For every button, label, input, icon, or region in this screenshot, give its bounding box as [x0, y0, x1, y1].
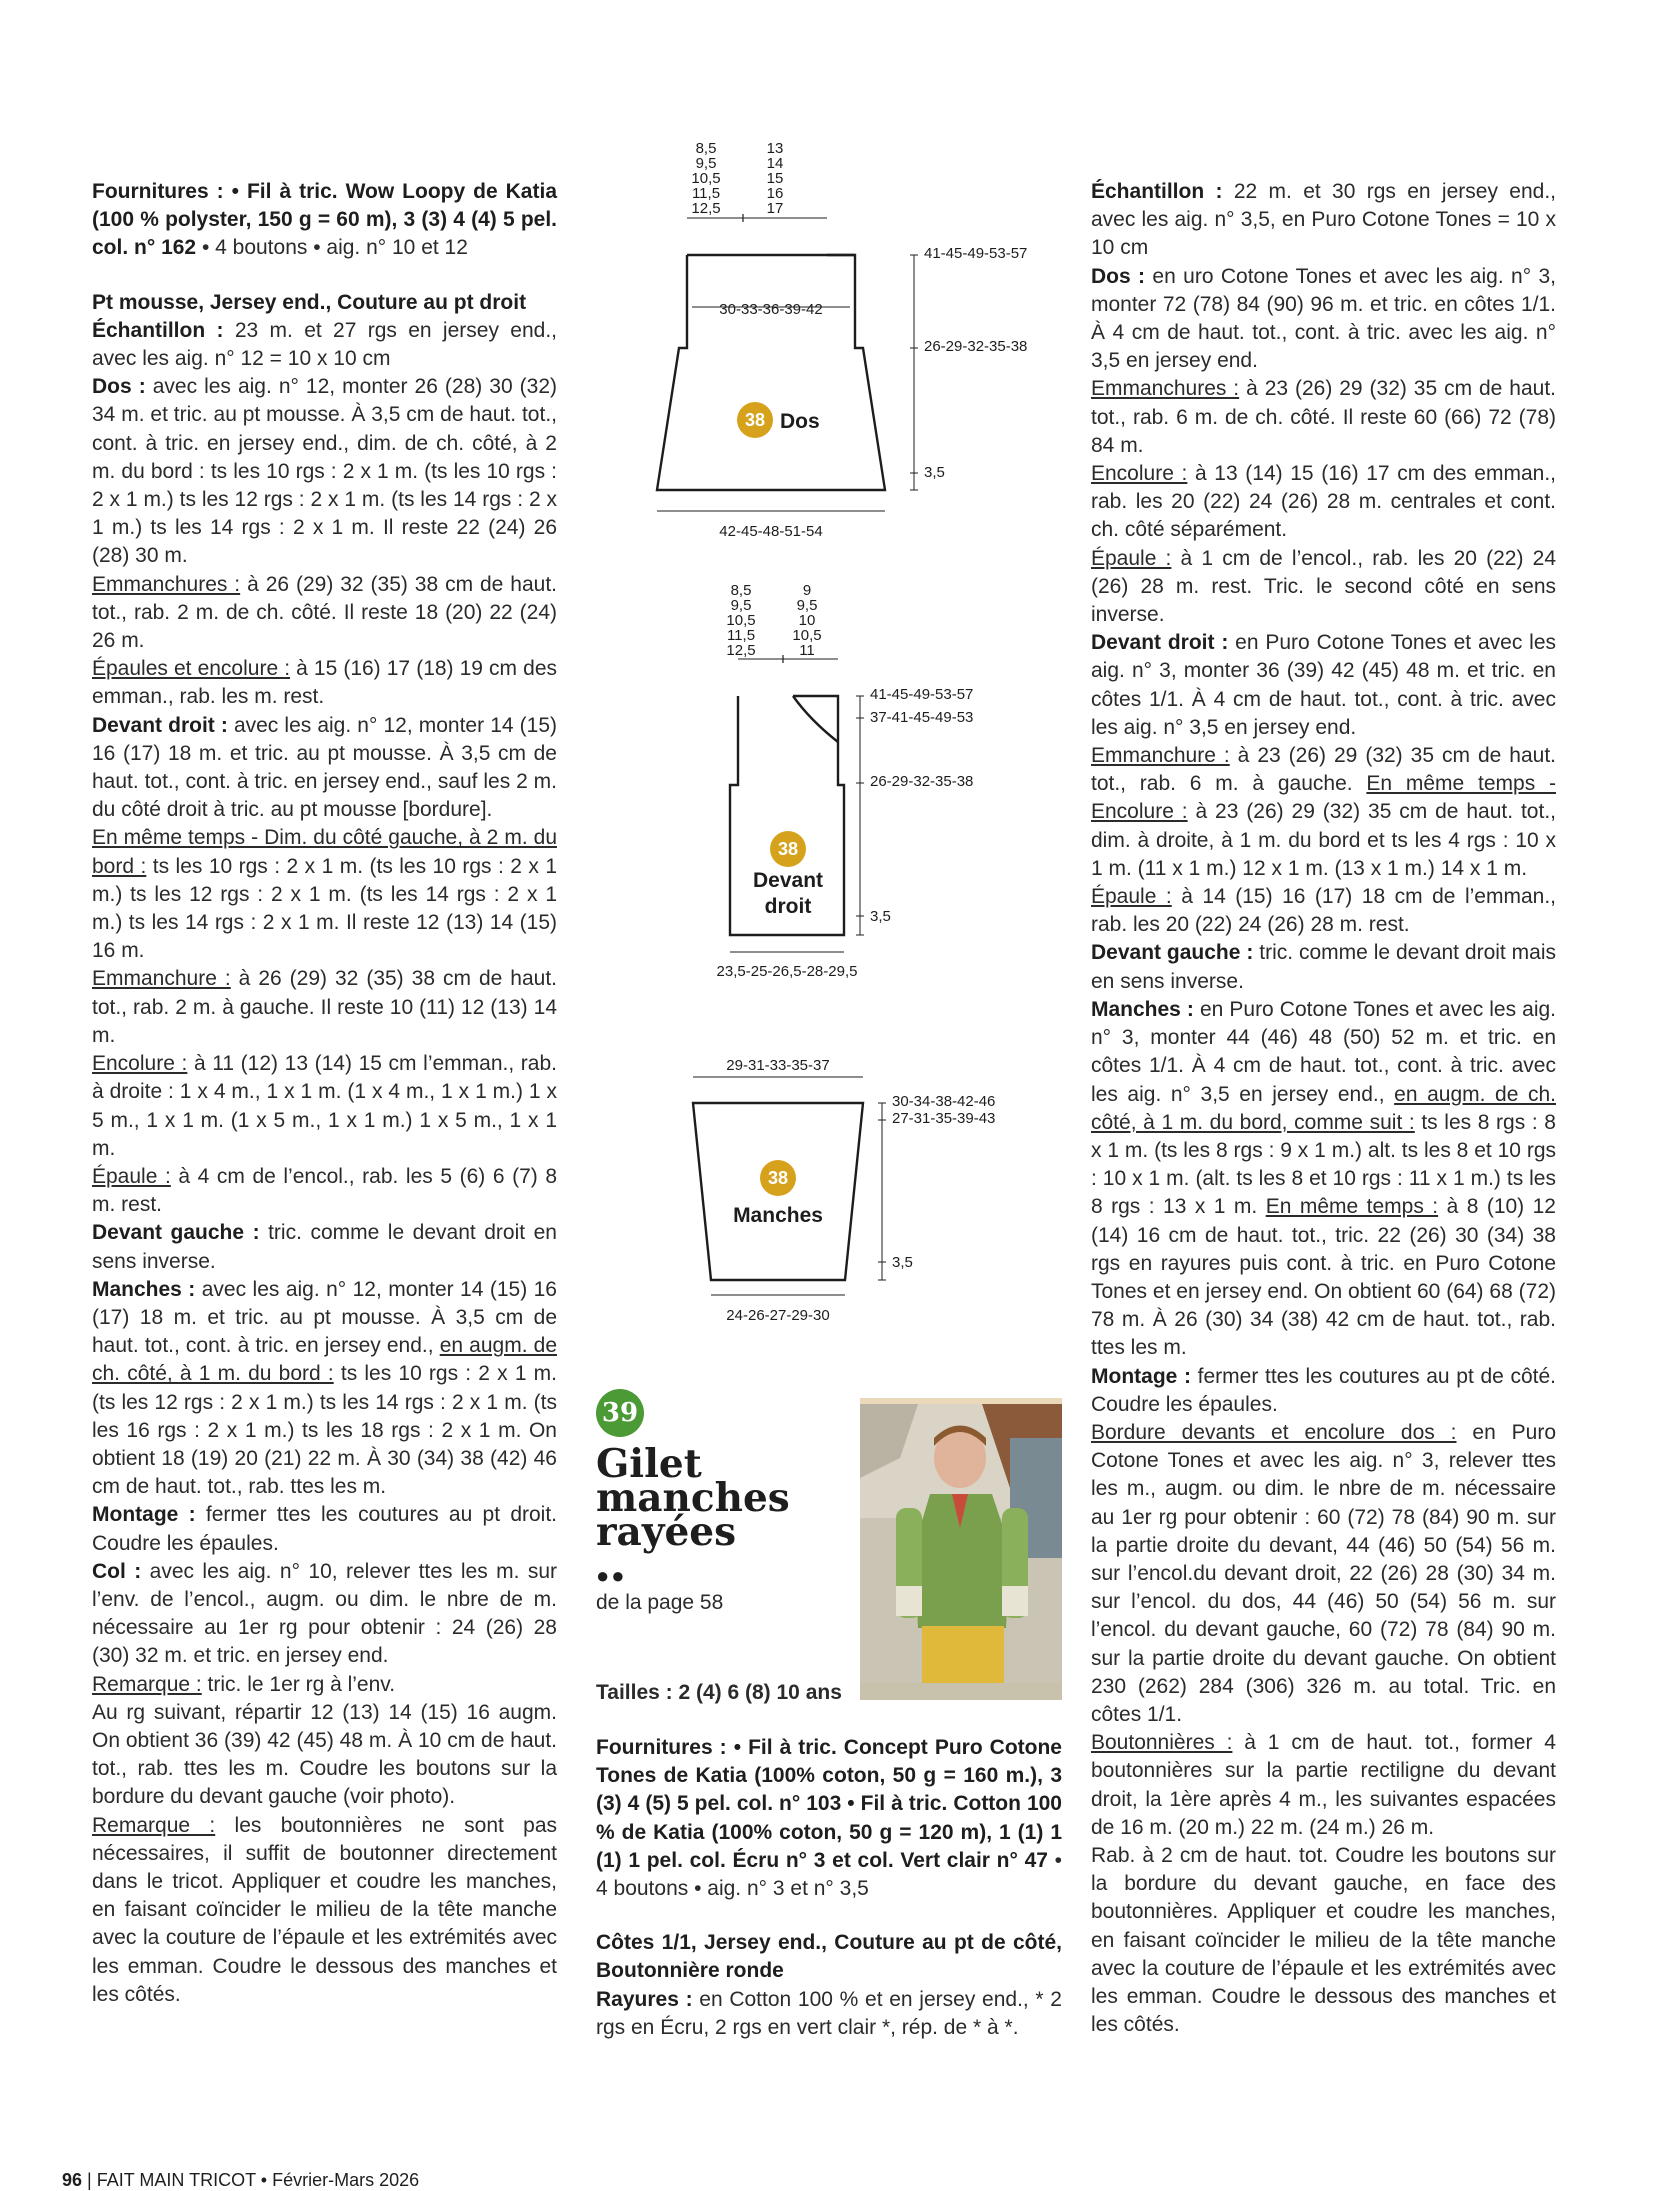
- paragraph-gap: [596, 1903, 1062, 1929]
- underlined-label: En même temps - Encolure :: [1091, 772, 1556, 824]
- body-text: 23 m. et 27 rgs en jersey end., avec les aig. n° 12 = 10 x 10 cm: [92, 318, 557, 371]
- body-text: en Puro Cotone Tones et avec les aig. n° 3, monter 44 (46) 48 (50) 52 m. et tric. en côtes 1/1. À 4 cm de haut. tot., cont. à tric. avec les aig. n° 3,5 en jersey end.,: [1091, 997, 1557, 1106]
- body-text: à 13 (14) 15 (16) 17 cm des emman., rab. les 20 (22) 24 (26) 28 m. centrales et cont. ch. côté séparément.: [1091, 462, 1557, 542]
- manches-rib-height: 3,5: [892, 1254, 913, 1271]
- body-text: 22 m. et 30 rgs en jersey end., avec les aig. n° 3,5, en Puro Cotone Tones = 10 x 10 cm: [1091, 180, 1556, 260]
- body-text: fermer ttes les coutures au pt droit. Coudre les épaules.: [92, 1503, 558, 1555]
- text-paragraph: [92, 1699, 557, 1812]
- text-paragraph: [92, 317, 557, 373]
- bold-heading: Pt mousse, Jersey end., Couture au pt droit: [92, 290, 527, 314]
- underlined-label: Encolure :: [1091, 462, 1188, 486]
- devant-shoulder-height: 37-41-45-49-53: [870, 709, 974, 726]
- bold-heading: Col :: [92, 1559, 142, 1583]
- difficulty-dots: ●●: [596, 1563, 627, 1588]
- bold-heading: Échantillon :: [1091, 180, 1223, 203]
- text-paragraph: [92, 1558, 557, 1671]
- bold-heading: Devant droit :: [92, 713, 228, 737]
- body-text: à 1 cm de haut. tot., former 4 boutonnières sur la partie rectiligne du devant droit, la 1ère après 4 m., les suivantes espacées de 16 m. (20 m.) 22 m. (24 m.) 26 m.: [1091, 1731, 1556, 1839]
- text-paragraph: [1091, 1363, 1556, 1419]
- pattern-title-line: rayées: [596, 1509, 737, 1555]
- dos-top-right-value: 13: [766, 140, 784, 157]
- text-paragraph: [92, 824, 557, 965]
- text-paragraph: [92, 965, 557, 1050]
- devant-top-right-value: 11: [799, 642, 815, 659]
- dos-label: Dos: [780, 410, 820, 433]
- issue-date: Février-Mars 2026: [272, 2170, 420, 2190]
- devant-body-height: 26-29-32-35-38: [870, 773, 974, 790]
- underlined-label: Emmanchures :: [92, 572, 241, 596]
- dos-top-left-value: 8,5: [695, 140, 717, 157]
- dos-top-left-value: 10,5: [691, 170, 721, 187]
- text-paragraph: [1091, 545, 1556, 630]
- text-paragraph: [596, 1734, 1062, 1903]
- devant-top-right-value: 10,5: [792, 627, 822, 644]
- text-paragraph: [1091, 178, 1556, 263]
- model-photo: [860, 1398, 1062, 1700]
- text-paragraph: [92, 1276, 557, 1502]
- devant-top-right-value: 10: [798, 612, 816, 629]
- schematics: [580, 130, 1060, 1330]
- text-paragraph: [1091, 883, 1556, 939]
- manches-schematic: [693, 1057, 995, 1324]
- devant-badge-number: 38: [777, 839, 799, 859]
- text-paragraph: [92, 712, 557, 825]
- body-text: ts les 10 rgs : 2 x 1 m. (ts les 12 rgs : 2 x 1 m.) ts les 14 rgs : 2 x 1 m. (ts les 16 rgs : 2 x 1 m.) ts les 18 rgs : 2 x 1 m. On obtient 18 (19) 20 (21) 22 m. À 30 (34) 38 (42) 46 cm de haut. tot., rab. ttes les m.: [92, 1362, 557, 1499]
- underlined-label: Remarque :: [92, 1813, 216, 1837]
- underlined-label: Encolure :: [92, 1052, 188, 1076]
- body-text: fermer ttes les coutures au pt de côté. Coudre les épaules.: [1091, 1364, 1557, 1416]
- dos-top-left-value: 11,5: [691, 185, 721, 202]
- body-text: tric. comme le devant droit en sens inverse.: [92, 1221, 557, 1273]
- body-text: ts les 10 rgs : 2 x 1 m. (ts les 10 rgs : 2 x 1 m.) ts les 12 rgs : 2 x 1 m. (ts les 14 rgs : 2 x 1 m.) ts les 14 rgs : 2 x 1 m. Il reste 12 (13) 14 (15) 16 m.: [92, 854, 557, 963]
- underlined-label: En même temps :: [1265, 1195, 1439, 1219]
- text-paragraph: [596, 1986, 1062, 2042]
- source-page: de la page 58: [596, 1591, 724, 1614]
- devant-rib-height: 3,5: [870, 908, 891, 925]
- text-paragraph: [92, 571, 557, 656]
- underlined-label: Épaule :: [92, 1164, 171, 1188]
- devant-label-line1: Devant: [752, 869, 824, 892]
- devant-top-left-value: 9,5: [730, 597, 752, 614]
- text-paragraph: [92, 289, 557, 317]
- dos-top-right-values: [767, 140, 784, 217]
- body-text: avec les aig. n° 12, monter 26 (28) 30 (32) 34 m. et tric. au pt mousse. À 3,5 cm de haut. tot., cont. à tric. en jersey end., dim. de ch. côté, à 2 m. du bord : ts les 10 rgs : 2 x 1 m. (ts les 10 rgs : 2 x 1 m.) ts les 12 rgs : 2 x 1 m. (ts les 14 rgs : 2 x 1 m.) ts les 14 rgs : 2 x 1 m. Il reste 22 (24) 26 (28) 30 m.: [92, 375, 557, 568]
- bold-heading: Échantillon :: [92, 318, 224, 342]
- devant-bottom-width: 23,5-25-26,5-28-29,5: [716, 963, 858, 980]
- body-text: en Puro Cotone Tones et avec les aig. n° 3, monter 36 (39) 42 (45) 48 m. et tric. en côtes 1/1. À 4 cm de haut. tot., cont. à tric. avec les aig. n° 3,5 en jersey end.: [1091, 631, 1556, 739]
- sizes-line: Tailles : 2 (4) 6 (8) 10 ans: [596, 1681, 842, 1704]
- body-text: en Puro Cotone Tones et avec les aig. n° 3, relever ttes les m., augm. ou dim. le nbre de m. nécessaire au 1er rg pour obtenir : 60 (72) 78 (84) 90 m. sur la partie droite du devant, 44 (46) 50 (54) 56 m. sur l’encol.du devant droit, 22 (26) 28 (30) 34 m. sur l’encol. du dos, 44 (46) 50 (54) 56 m. sur l’encol. du devant gauche, 60 (72) 78 (84) 90 m. sur la partie droite du devant gauche. On obtient 230 (262) 284 (306) 326 m. au total. Tric. en côtes 1/1.: [1091, 1420, 1557, 1726]
- devant-top-left-values: [726, 582, 755, 659]
- underlined-label: Épaule :: [1091, 885, 1172, 909]
- pattern-title-line: manches: [596, 1475, 790, 1521]
- bold-heading: Devant gauche :: [1091, 941, 1254, 965]
- underlined-label: Bordure devants et encolure dos :: [1091, 1420, 1457, 1444]
- body-text: avec les aig. n° 12, monter 14 (15) 16 (17) 18 m. et tric. au pt mousse. À 3,5 cm de haut. tot., cont. à tric. en jersey end.,: [92, 1277, 557, 1358]
- text-paragraph: [1091, 629, 1556, 742]
- bold-heading: Devant droit :: [1091, 631, 1229, 655]
- bold-heading: Rayures :: [596, 1987, 693, 2011]
- body-text: • 4 boutons • aig. n° 10 et 12: [196, 236, 468, 260]
- manches-height-1: 30-34-38-42-46: [892, 1093, 996, 1110]
- devant-schematic: [717, 582, 974, 980]
- underlined-label: Boutonnières :: [1091, 1731, 1233, 1755]
- footer-separator: |: [87, 2170, 97, 2190]
- text-paragraph: [1091, 742, 1556, 883]
- body-text: à 26 (29) 32 (35) 38 cm de haut. tot., rab. 2 m. à gauche. Il reste 10 (11) 12 (13) 14 m.: [92, 967, 557, 1047]
- text-paragraph: [92, 1050, 557, 1163]
- text-paragraph: [1091, 996, 1556, 1363]
- pattern-number-badge: 39: [596, 1389, 644, 1437]
- text-paragraph: [92, 1501, 557, 1557]
- page-footer: [62, 2170, 419, 2191]
- underlined-label: En même temps - Dim. du côté gauche, à 2 m. du bord :: [92, 826, 557, 878]
- devant-top-right-value: 9,5: [796, 597, 818, 614]
- body-text: Au rg suivant, répartir 12 (13) 14 (15) 16 augm. On obtient 36 (39) 42 (45) 48 m. À 10 cm de haut. tot., rab. ttes les m. Coudre les boutons sur la bordure du devant gauche (voir photo).: [92, 1700, 557, 1809]
- pattern-title-line: Gilet: [596, 1441, 702, 1487]
- dos-top-left-value: 9,5: [695, 155, 717, 172]
- text-paragraph: [92, 373, 557, 570]
- manches-height-2: 27-31-35-39-43: [892, 1110, 996, 1127]
- underlined-label: en augm. de ch. côté, à 1 m. du bord :: [92, 1334, 557, 1386]
- dos-top-right-value: 16: [766, 185, 784, 202]
- dos-top-right-value: 15: [766, 170, 784, 187]
- text-paragraph: [1091, 460, 1556, 545]
- left-text-column: [92, 178, 557, 2009]
- text-paragraph: [596, 1929, 1062, 1985]
- text-paragraph: [92, 1812, 557, 2009]
- body-text: tric. le 1er rg à l’env.: [201, 1672, 396, 1696]
- devant-top-left-value: 12,5: [726, 642, 756, 659]
- devant-top-left-value: 11,5: [726, 627, 756, 644]
- text-paragraph: [1091, 1842, 1556, 2039]
- dos-total-height: 41-45-49-53-57: [924, 245, 1028, 262]
- body-text: tric. comme le devant droit mais en sens inverse.: [1091, 941, 1556, 993]
- bold-heading: Devant gauche :: [92, 1221, 260, 1245]
- bold-heading: Dos :: [92, 375, 146, 399]
- dos-bottom-width: 42-45-48-51-54: [719, 523, 823, 540]
- underlined-label: en augm. de ch. côté, à 1 m. du bord, comme suit :: [1091, 1082, 1556, 1134]
- body-text: à 23 (26) 29 (32) 35 cm de haut. tot., dim. à droite, à 1 m. du bord et ts les 4 rgs : 10 x 1 m. (11 x 1 m.) 12 x 1 m. (13 x 1 m.) 14 x 1 m.: [1091, 800, 1556, 880]
- bold-heading: Fournitures : • Fil à tric. Wow Loopy de Katia (100 % polyster, 150 g = 60 m), 3 (3) 4 (4) 5 pel. col. n° 162: [92, 180, 557, 260]
- body-text: avec les aig. n° 10, relever ttes les m. sur l’env. de l’encol., augm. ou dim. le nbre de m. nécessaire au 1er rg pour obtenir : 24 (26) 28 (30) 32 m. et tric. en jersey end.: [92, 1559, 558, 1668]
- text-paragraph: [92, 1671, 557, 1699]
- devant-top-left-value: 8,5: [730, 582, 752, 599]
- text-paragraph: [1091, 375, 1556, 460]
- pattern-title: [596, 1441, 826, 1555]
- bold-heading: Dos :: [1091, 264, 1146, 288]
- bold-heading: Fournitures : • Fil à tric. Concept Puro Cotone Tones de Katia (100% coton, 50 g = 160 m.), 3 (3) 4 (5) 5 pel. col. n° 103 • Fil à tric. Cotton 100 % de Katia (100% coton, 50 g = 120 m), 1 (1) 1 (1) 1 pel. col. Écru n° 3 et col. Vert clair n° 47: [596, 1736, 1062, 1872]
- body-text: en uro Cotone Tones et avec les aig. n° 3, monter 72 (78) 84 (90) 96 m. et tric. en côtes 1/1. À 4 cm de haut. tot., cont. à tric. avec les aig. n° 3,5 en jersey end.: [1091, 264, 1556, 373]
- paragraph-gap: [92, 263, 557, 289]
- magazine-name: FAIT MAIN TRICOT: [96, 2170, 256, 2190]
- pattern-39-header: [596, 1389, 826, 1615]
- text-paragraph: [1091, 1729, 1556, 1842]
- underlined-label: Emmanchure :: [1091, 744, 1230, 768]
- underlined-label: Emmanchures :: [1091, 377, 1240, 401]
- devant-total-height: 41-45-49-53-57: [870, 686, 974, 703]
- body-text: Rab. à 2 cm de haut. tot. Coudre les boutons sur la bordure du devant gauche, en face des boutonnières. Appliquer et coudre les manches, en faisant coïncider le milieu de la tête manche avec la couture de l’épaule et les extrémités avec les emman. Coudre le dessous des manches et les côtés.: [1091, 1843, 1556, 2037]
- text-paragraph: [92, 1163, 557, 1219]
- dos-top-left-value: 12,5: [691, 200, 721, 217]
- body-text: en Cotton 100 % et en jersey end., * 2 rgs en Écru, 2 rgs en vert clair *, rép. de * à *.: [596, 1987, 1062, 2039]
- body-text: les boutonnières ne sont pas nécessaires, il suffit de boutonner directement dans le tricot. Appliquer et coudre les manches, en faisant coïncider le milieu de la tête manche avec la couture de l’épaule et les extrémités avec les emman. Coudre le dessous des manches et les côtés.: [92, 1813, 558, 2006]
- body-text: à 15 (16) 17 (18) 19 cm des emman., rab. les m. rest.: [92, 657, 557, 709]
- body-text: à 4 cm de l’encol., rab. les 5 (6) 6 (7) 8 m. rest.: [92, 1164, 558, 1217]
- bold-heading: Montage :: [1091, 1364, 1191, 1388]
- devant-label-line2: droit: [764, 895, 812, 918]
- body-text: ts les 8 rgs : 8 x 1 m. (ts les 8 rgs : 9 x 1 m.) alt. ts les 8 et 10 rgs : 10 x 1 m. (alt. ts les 8 et 10 rgs : 11 x 1 m.) ts les 8 rgs : 13 x 1 m.: [1091, 1110, 1556, 1219]
- devant-top-left-value: 10,5: [726, 612, 756, 629]
- body-text: avec les aig. n° 12, monter 14 (15) 16 (17) 18 m. et tric. au pt mousse. À 3,5 cm de haut. tot., cont. à tric. en jersey end., sauf les 2 m. du côté droit à tric. au pt mousse [bordure].: [92, 713, 557, 822]
- footer-bullet: •: [260, 2170, 273, 2190]
- body-text: à 23 (26) 29 (32) 35 cm de haut. tot., rab. 6 m. de ch. côté. Il reste 60 (66) 72 (78) 84 m.: [1091, 377, 1556, 457]
- text-paragraph: [1091, 939, 1556, 995]
- dos-inner-width: 30-33-36-39-42: [719, 301, 823, 318]
- manches-top-width: 29-31-33-35-37: [726, 1057, 830, 1074]
- dos-schematic: [657, 140, 1027, 540]
- underlined-label: Épaules et encolure :: [92, 657, 291, 681]
- right-text-column: [1091, 178, 1556, 2039]
- page-number: 96: [62, 2170, 83, 2190]
- manches-label: Manches: [733, 1204, 823, 1227]
- middle-text-column: [596, 1734, 1062, 2042]
- body-text: à 26 (29) 32 (35) 38 cm de haut. tot., rab. 2 m. de ch. côté. Il reste 18 (20) 22 (24) 26 m.: [92, 572, 557, 653]
- manches-badge-number: 38: [767, 1168, 789, 1188]
- body-text: à 1 cm de l’encol., rab. les 20 (22) 24 (26) 28 m. rest. Tric. le second côté en sens inverse.: [1091, 546, 1556, 627]
- text-paragraph: [1091, 1419, 1556, 1729]
- devant-top-right-value: 9: [802, 582, 812, 599]
- body-text: à 8 (10) 12 (14) 16 cm de haut. tot., tric. 22 (26) 30 (34) 38 rgs en rayures puis cont. à tric. en Puro Cotone Tones et en jersey end. On obtient 60 (64) 68 (72) 78 m. À 26 (30) 34 (38) 42 cm de haut. tot., rab. ttes les m.: [1091, 1195, 1556, 1360]
- underlined-label: Remarque :: [92, 1672, 202, 1696]
- text-paragraph: [92, 655, 557, 711]
- underlined-label: Épaule :: [1091, 546, 1172, 570]
- bold-heading: Côtes 1/1, Jersey end., Couture au pt de côté, Boutonnière ronde: [596, 1931, 1062, 1983]
- dos-body-height: 26-29-32-35-38: [924, 338, 1028, 355]
- body-text: • 4 boutons • aig. n° 3 et n° 3,5: [596, 1848, 1062, 1901]
- underlined-label: Emmanchure :: [92, 967, 231, 991]
- dos-top-right-value: 14: [766, 155, 784, 172]
- dos-top-left-values: [691, 140, 720, 217]
- devant-top-right-values: [792, 582, 821, 659]
- text-paragraph: [92, 178, 557, 263]
- dos-top-right-value: 17: [766, 200, 784, 217]
- dos-badge-number: 38: [744, 410, 766, 430]
- text-paragraph: [92, 1219, 557, 1275]
- bold-heading: Manches :: [92, 1277, 196, 1301]
- bold-heading: Montage :: [92, 1503, 196, 1527]
- manches-bottom-width: 24-26-27-29-30: [726, 1307, 830, 1324]
- text-paragraph: [1091, 263, 1556, 376]
- body-text: à 23 (26) 29 (32) 35 cm de haut. tot., rab. 6 m. à gauche.: [1091, 744, 1556, 796]
- dos-rib-height: 3,5: [924, 464, 945, 481]
- body-text: à 14 (15) 16 (17) 18 cm de l’emman., rab. les 20 (22) 24 (26) 28 m. rest.: [1091, 885, 1556, 937]
- bold-heading: Manches :: [1091, 997, 1194, 1021]
- body-text: à 11 (12) 13 (14) 15 cm l’emman., rab. à droite : 1 x 4 m., 1 x 1 m. (1 x 4 m., 1 x 1 m.) 1 x 5 m., 1 x 1 m. (1 x 5 m., 1 x 1 m.) 1 x 5 m., 1 x 1 m.: [92, 1052, 557, 1160]
